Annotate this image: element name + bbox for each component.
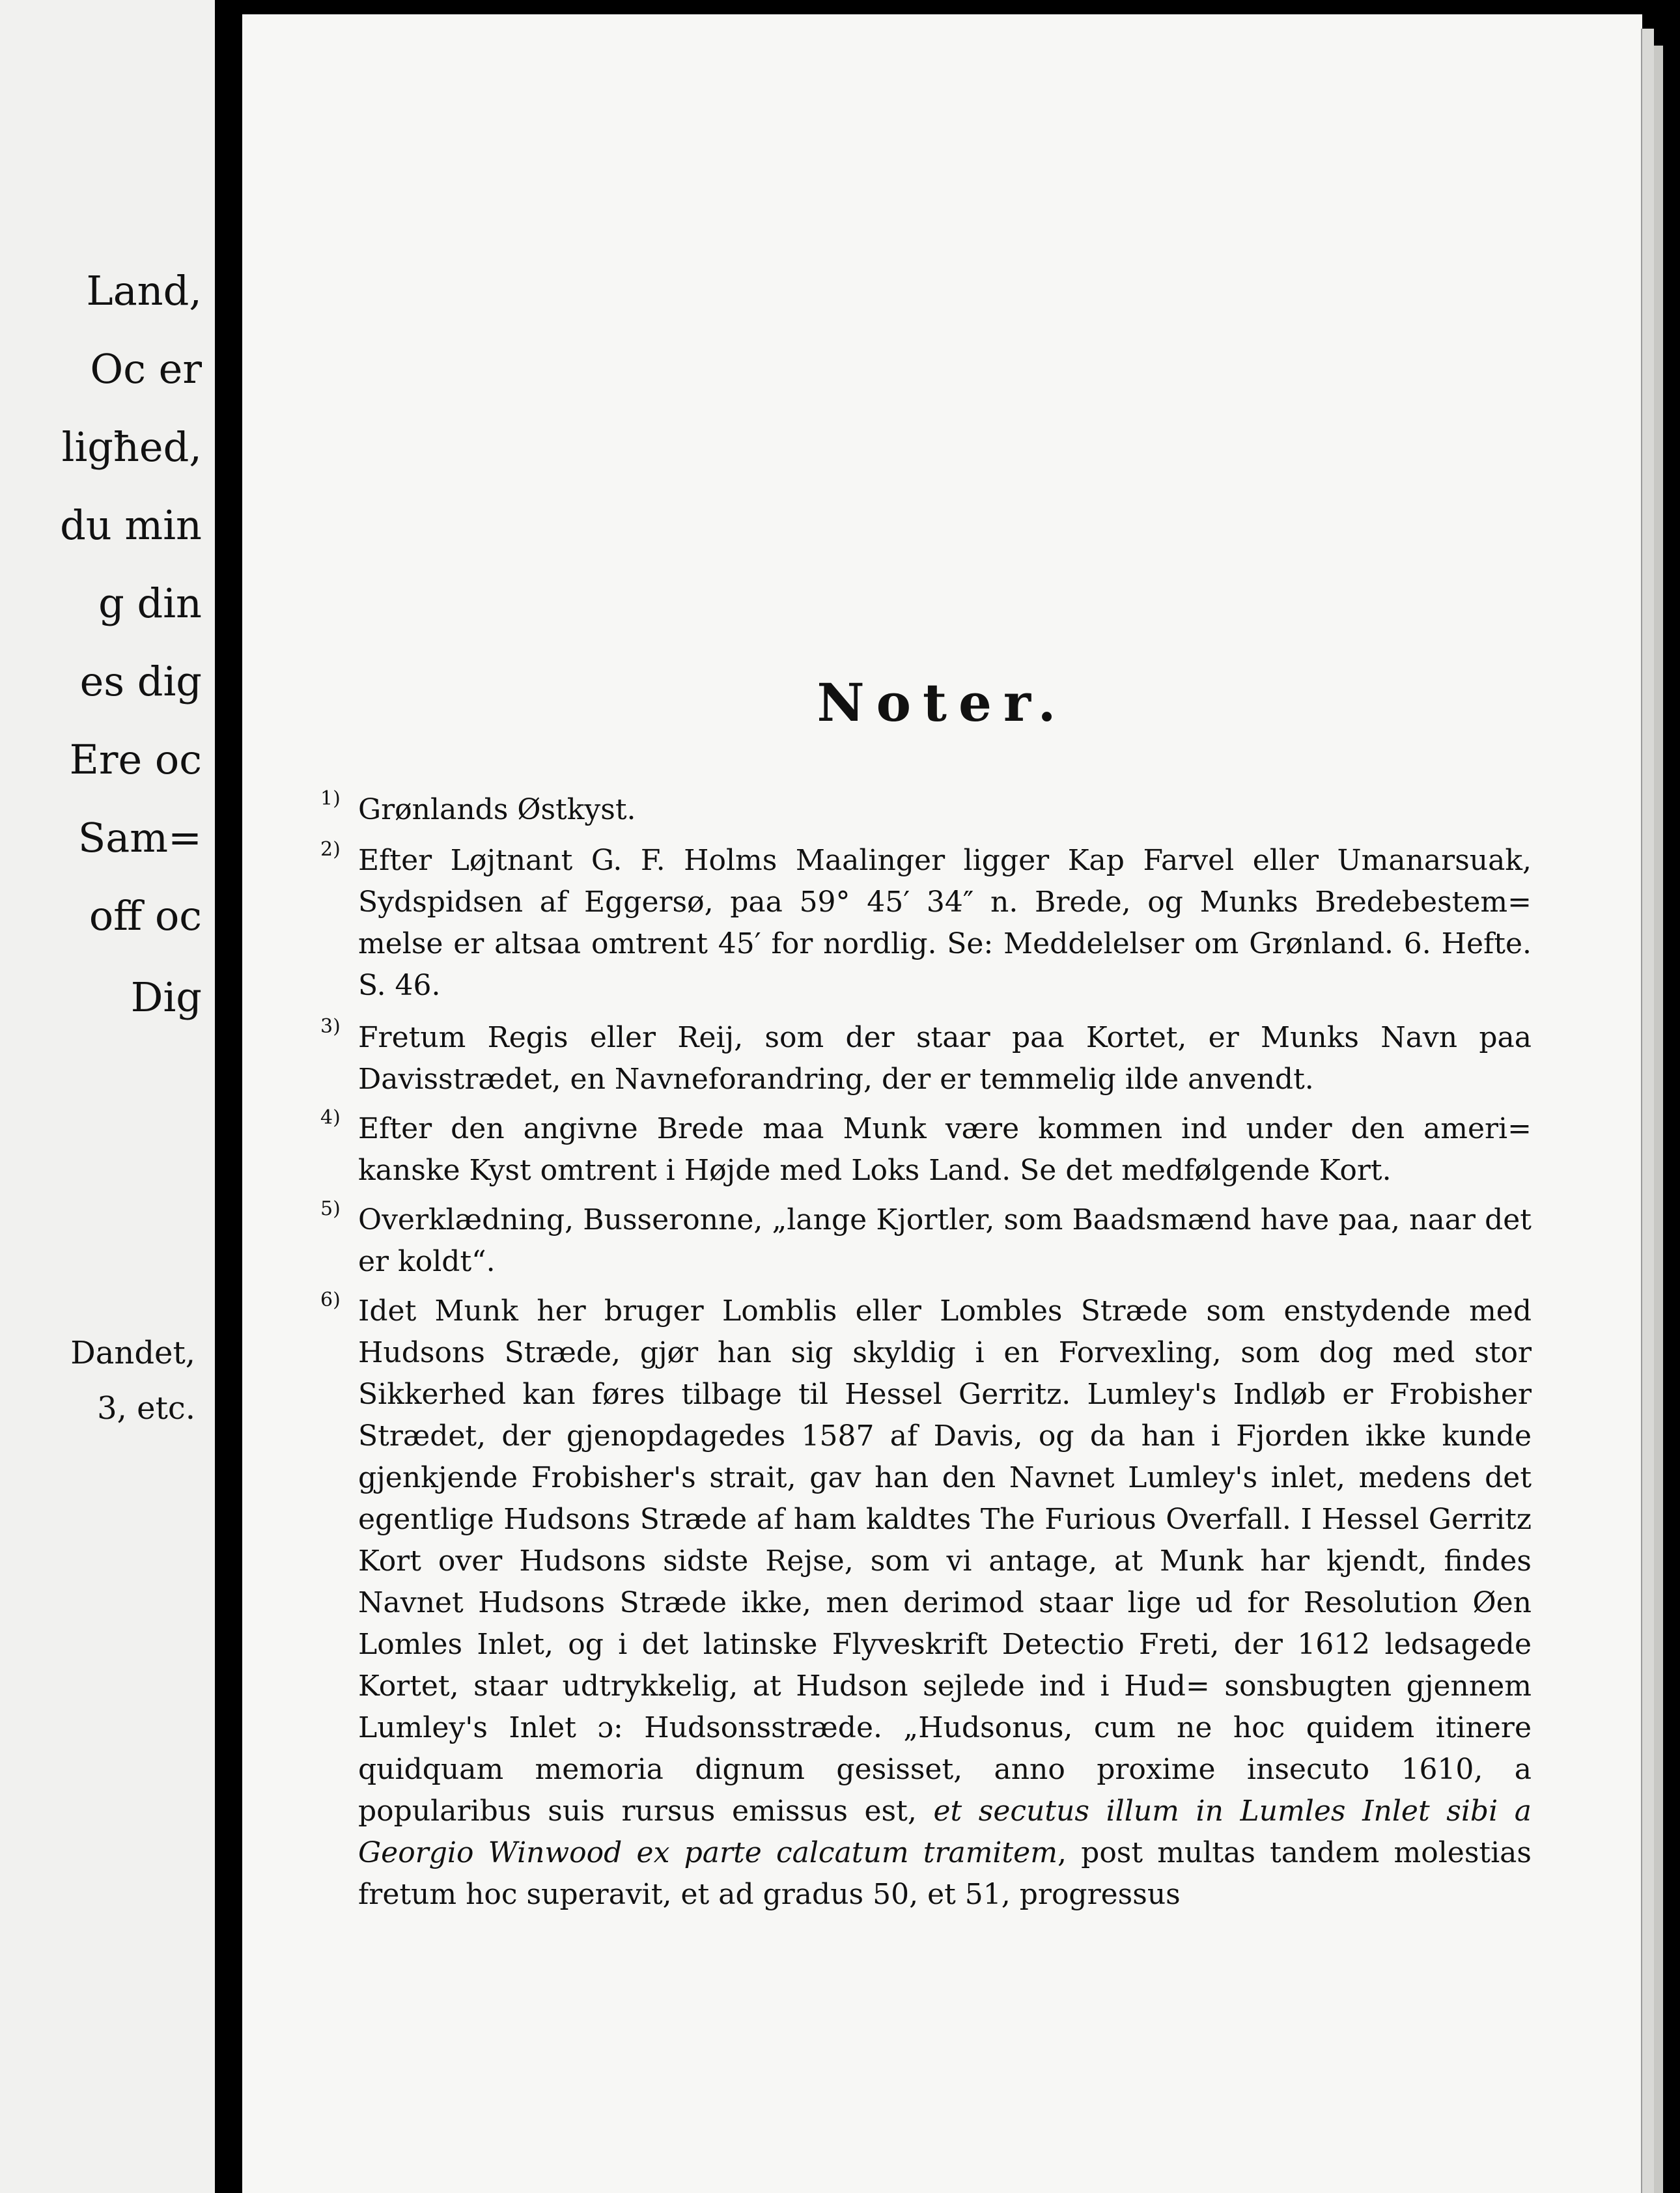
- left-page-footnote-line: 3, etc.: [97, 1390, 195, 1427]
- left-page-footnote-line: Dandet,: [70, 1335, 195, 1371]
- note-number: 1): [320, 787, 341, 810]
- latin-quote: „Hudsonus, cum ne hoc quidem itinere quidquam memoria dignum gesisset, anno proxime insecuto 1610, a popularibus suis rursus emissus est,: [358, 1711, 1532, 1828]
- left-page-line: Ere oc: [69, 736, 202, 783]
- note-text: Overklædning, Busseronne, „lange Kjortler, som Baadsmænd have paa, naar det er koldt“.: [358, 1203, 1532, 1278]
- page-edge-shadow: [1641, 29, 1654, 2193]
- latin-quote-italic: et secutus illum in Lumles Inlet sibi a Georgio Winwood ex parte calcatum tramitem: [358, 1795, 1532, 1869]
- note-number: 5): [320, 1197, 341, 1220]
- note-text-block: [358, 1291, 1532, 1916]
- main-page: [242, 14, 1642, 2193]
- page-edge-shadow: [1654, 46, 1663, 2193]
- left-page-line: ligħed,: [61, 423, 202, 471]
- note-text: Efter Løjtnant G. F. Holms Maalinger ligger Kap Farvel eller Umanarsuak, Sydspidsen af Eggersø, paa 59° 45′ 34″ n. Brede, og Munks Bredebestem= melse er altsaa omtrent 45′ for nordlig. Se: Meddelelser om Grønland. 6. Hefte. S. 46.: [358, 844, 1532, 1002]
- note-item: [320, 1017, 1532, 1100]
- note-number: 6): [320, 1289, 341, 1311]
- left-page-line: Land,: [86, 267, 202, 314]
- left-page-line: Dig: [130, 973, 202, 1021]
- left-page-line: Sam=: [77, 814, 202, 861]
- note-item: [320, 840, 1532, 1007]
- note-text: Efter den angivne Brede maa Munk være kommen ind under den ameri= kanske Kyst omtrent i Højde med Loks Land. Se det medfølgende Kort.: [358, 1112, 1532, 1187]
- note-number: 4): [320, 1106, 341, 1129]
- note-item: [320, 1199, 1532, 1283]
- note-text: Grønlands Østkyst.: [358, 793, 636, 826]
- page-title: Noter.: [817, 672, 1068, 733]
- note-number: 2): [320, 838, 341, 861]
- left-page-line: off oc: [89, 892, 202, 940]
- left-page-line: Oc er: [90, 345, 202, 393]
- left-page-line: es dig: [79, 658, 202, 705]
- note-item: [320, 1108, 1532, 1192]
- left-page-edge: [0, 0, 215, 2193]
- note-text: Idet Munk her bruger Lomblis eller Lombles Stræde som enstydende med Hudsons Stræde, gjør han sig skyldig i en Forvexling, som dog med stor Sikkerhed kan føres tilbage til Hessel Gerritz. Lumley's Indløb er Frobisher Strædet, der gjenopdagedes 1587 af Davis, og da han i Fjorden ikke kunde gjenkjende Frobisher's strait, gav han den Navnet Lumley's inlet, medens det egentlige Hudsons Stræde af ham kaldtes The Furious Overfall. I Hessel Gerritz Kort over Hudsons sidste Rejse, som vi antage, at Munk har kjendt, findes Navnet Hudsons Stræde ikke, men derimod staar lige ud for Resolution Øen Lomles Inlet, og i det latinske Flyveskrift Detectio Freti, der 1612 ledsagede Kortet, staar udtrykkelig, at Hudson sejlede ind i Hud= sonsbugten gjennem Lumley's Inlet ɔ: Hudsonsstræde.: [358, 1294, 1532, 1744]
- latin-quote: , post multas tandem molestias fretum hoc superavit, et ad gradus 50, et 51, progressus: [358, 1836, 1532, 1911]
- note-number: 3): [320, 1015, 341, 1038]
- left-page-line: du min: [60, 501, 202, 549]
- note-item: [320, 1291, 1532, 1916]
- left-page-line: g din: [98, 580, 202, 627]
- note-text: Fretum Regis eller Reij, som der staar paa Kortet, er Munks Navn paa Davisstrædet, en Navneforandring, der er temmelig ilde anvendt.: [358, 1021, 1532, 1096]
- note-item: [320, 789, 1532, 831]
